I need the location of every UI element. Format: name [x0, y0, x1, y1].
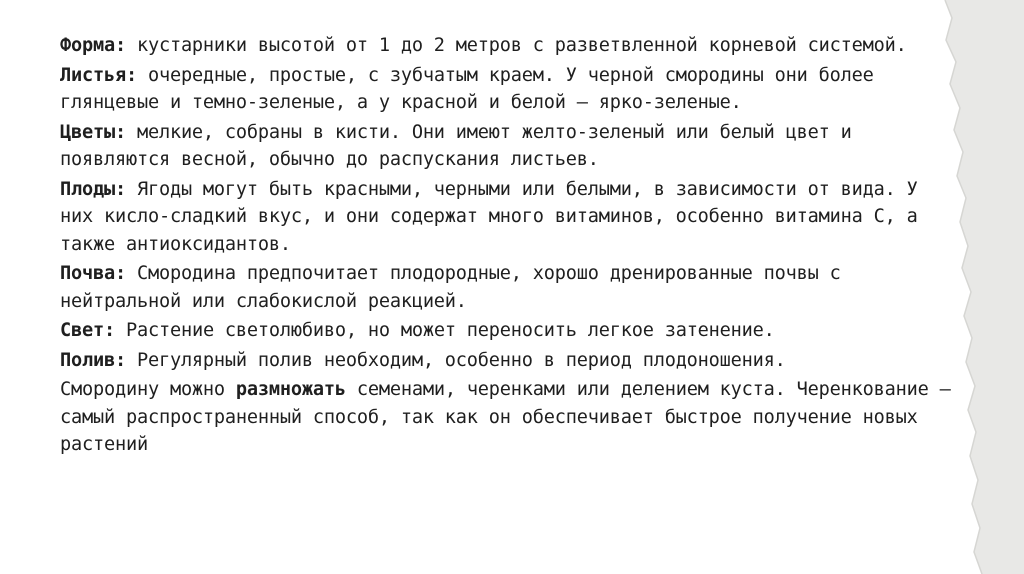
paragraph-soil	[60, 260, 960, 315]
paragraph-propagation	[60, 376, 960, 459]
label-watering: Полив:	[60, 349, 126, 371]
text-watering: Регулярный полив необходим, особенно в период плодоношения.	[125, 349, 786, 371]
paragraph-fruits	[60, 176, 960, 259]
label-light: Свет:	[60, 320, 115, 341]
label-form: Форма:	[60, 35, 126, 56]
label-flowers: Цветы:	[60, 121, 126, 143]
text-form: кустарники высотой от 1 до 2 метров с разветвленной корневой системой.	[125, 35, 907, 56]
text-light: Растение светолюбиво, но может переносить легкое затенение.	[114, 320, 775, 341]
text-flowers: мелкие, собраны в кисти. Они имеют желто-зеленый или белый цвет и появляются весной, обычно до распускания листьев.	[60, 121, 852, 170]
paragraph-form	[60, 32, 960, 60]
label-leaves: Листья:	[60, 64, 137, 86]
text-leaves: очередные, простые, с зубчатым краем. У черной смородины они более глянцевые и темно-зеленые, а у красной и белой — ярко-зеленые.	[60, 64, 874, 113]
text-block	[60, 32, 960, 461]
label-fruits: Плоды:	[60, 178, 126, 200]
text-fruits: Ягоды могут быть красными, черными или белыми, в зависимости от вида. У них кисло-сладкий вкус, и они содержат много витаминов, особенно витамина C, а также антиоксидантов.	[60, 178, 918, 255]
paragraph-light	[60, 317, 960, 345]
paragraph-watering	[60, 347, 960, 375]
emphasis-propagate: размножать	[235, 379, 346, 400]
label-soil: Почва:	[60, 263, 126, 284]
paragraph-leaves	[60, 62, 960, 117]
text-propagation-start: Смородину можно	[60, 379, 236, 400]
paragraph-flowers	[60, 119, 960, 174]
text-soil: Смородина предпочитает плодородные, хорошо дренированные почвы с нейтральной или слабокислой реакцией.	[60, 263, 841, 312]
text-propagation-rest: семенами, черенками или делением куста. Черенкование — самый распространенный способ, так как он обеспечивает быстрое получение новых растений	[60, 379, 951, 455]
